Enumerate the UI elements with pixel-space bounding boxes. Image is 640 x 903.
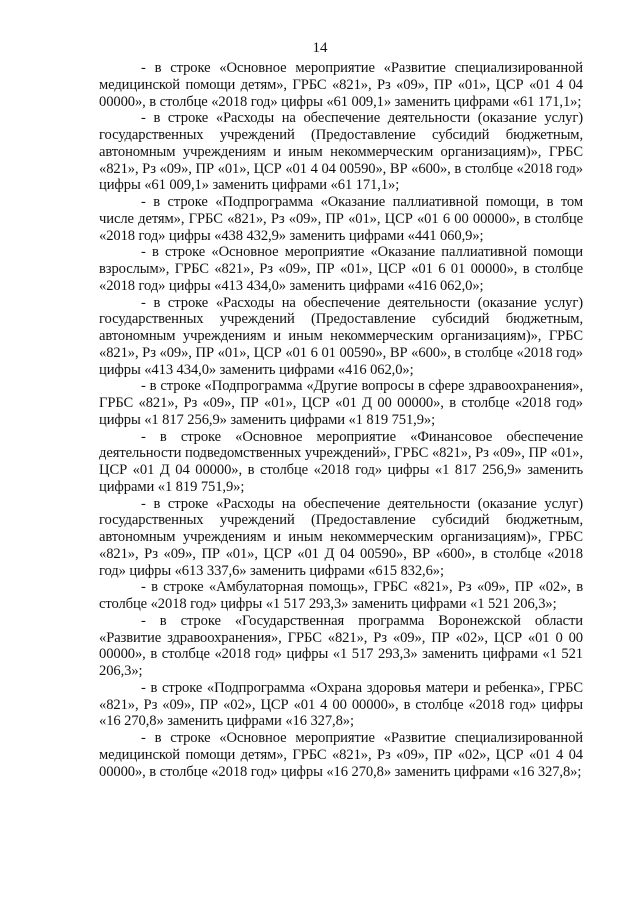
amendment-paragraph: - в строке «Подпрограмма «Другие вопросы в сфере здравоохранения», ГРБС «821», Рз «09», ПР «01», ЦСР «01 Д 00 00000», в столбце «2018 год» цифры «1 817 256,9» заменить цифрами «1 819 751,9»; bbox=[99, 378, 583, 428]
amendment-paragraph: - в строке «Расходы на обеспечение деятельности (оказание услуг) государственных учреждений (Предоставление субсидий бюджетным, автономным учреждениям и иным некоммерческим организациям)», ГРБС «821», Рз «09», ПР «01», ЦСР «01 4 04 00590», ВР «600», в столбце «2018 год» цифры «61 009,1» заменить цифрами «61 171,1»; bbox=[99, 110, 583, 194]
amendment-paragraph: - в строке «Основное мероприятие «Финансовое обеспечение деятельности подведомственных учреждений», ГРБС «821», Рз «09», ПР «01», ЦСР «01 Д 04 00000», в столбце «2018 год» цифры «1 817 256,9» заменить цифрами «1 819 751,9»; bbox=[99, 428, 583, 495]
amendment-paragraph: - в строке «Амбулаторная помощь», ГРБС «821», Рз «09», ПР «02», в столбце «2018 год» цифры «1 517 293,3» заменить цифрами «1 521 206,3»; bbox=[99, 579, 583, 612]
amendment-paragraph: - в строке «Расходы на обеспечение деятельности (оказание услуг) государственных учреждений (Предоставление субсидий бюджетным, автономным учреждениям и иным некоммерческим организациям)», ГРБС «821», Рз «09», ПР «01», ЦСР «01 6 01 00590», ВР «600», в столбце «2018 год» цифры «413 434,0» заменить цифрами «416 062,0»; bbox=[99, 294, 583, 378]
amendment-paragraph: - в строке «Основное мероприятие «Развитие специализированной медицинской помощи детям», ГРБС «821», Рз «09», ПР «02», ЦСР «01 4 04 00000», в столбце «2018 год» цифры «16 270,8» заменить цифрами «16 327,8»; bbox=[99, 730, 583, 780]
amendment-paragraph: - в строке «Основное мероприятие «Развитие специализированной медицинской помощи детям», ГРБС «821», Рз «09», ПР «01», ЦСР «01 4 04 00000», в столбце «2018 год» цифры «61 009,1» заменить цифрами «61 171,1»; bbox=[99, 60, 583, 110]
amendment-paragraph: - в строке «Государственная программа Воронежской области «Развитие здравоохранения», ГРБС «821», Рз «09», ПР «02», ЦСР «01 0 00 00000», в столбце «2018 год» цифры «1 517 293,3» заменить цифрами «1 521 206,3»; bbox=[99, 612, 583, 679]
document-body bbox=[99, 60, 583, 780]
amendment-paragraph: - в строке «Основное мероприятие «Оказание паллиативной помощи взрослым», ГРБС «821», Рз «09», ПР «01», ЦСР «01 6 01 00000», в столбце «2018 год» цифры «413 434,0» заменить цифрами «416 062,0»; bbox=[99, 244, 583, 294]
page-number: 14 bbox=[312, 40, 328, 56]
amendment-paragraph: - в строке «Подпрограмма «Охрана здоровья матери и ребенка», ГРБС «821», Рз «09», ПР «02», ЦСР «01 4 00 00000», в столбце «2018 год» цифры «16 270,8» заменить цифрами «16 327,8»; bbox=[99, 679, 583, 730]
amendment-paragraph: - в строке «Подпрограмма «Оказание паллиативной помощи, в том числе детям», ГРБС «821», Рз «09», ПР «01», ЦСР «01 6 00 00000», в столбце «2018 год» цифры «438 432,9» заменить цифрами «441 060,9»; bbox=[99, 194, 583, 244]
amendment-paragraph: - в строке «Расходы на обеспечение деятельности (оказание услуг) государственных учреждений (Предоставление субсидий бюджетным, автономным учреждениям и иным некоммерческим организациям)», ГРБС «821», Рз «09», ПР «01», ЦСР «01 Д 04 00590», ВР «600», в столбце «2018 год» цифры «613 337,6» заменить цифрами «615 832,6»; bbox=[99, 495, 583, 579]
